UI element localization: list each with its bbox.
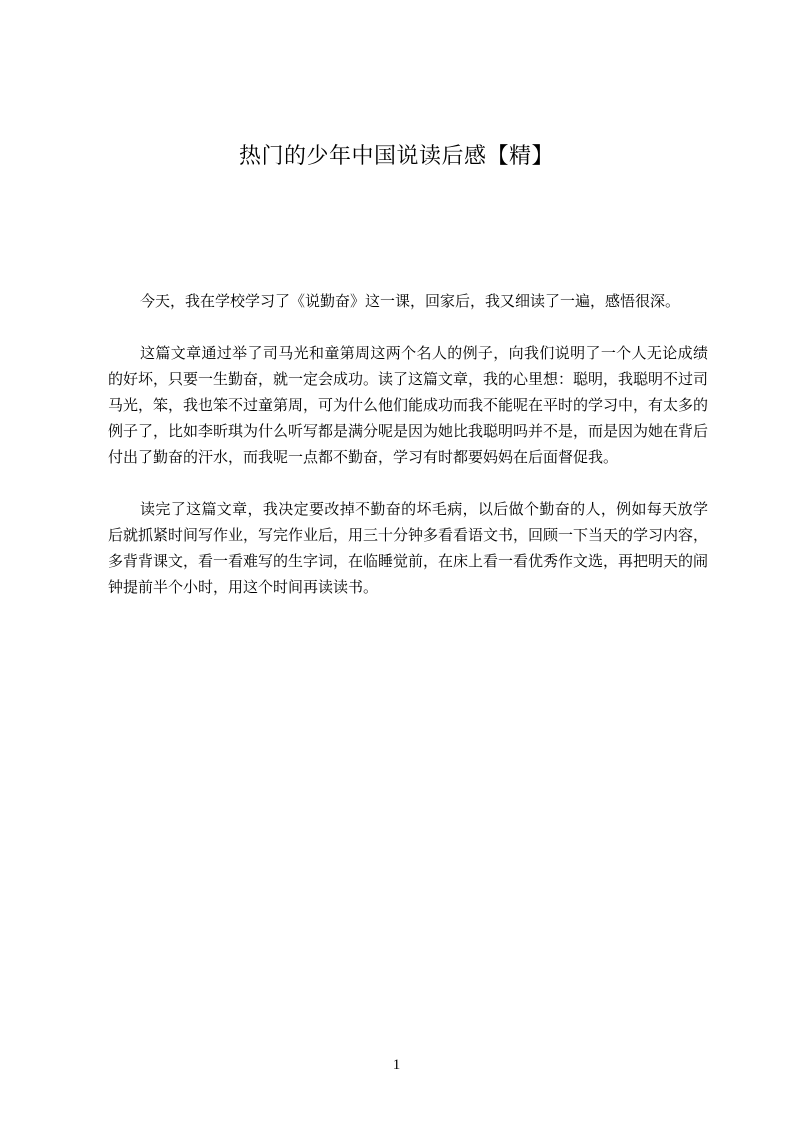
page-number: 1 (392, 1057, 401, 1073)
paragraph-3: 读完了这篇文章，我决定要改掉不勤奋的坏毛病，以后做个勤奋的人，例如每天放学后就抓紧时间写作业，写完作业后，用三十分钟多看看语文书，回顾一下当天的学习内容，多背背课文，看一看难写的生字词，在临睡觉前，在床上看一看优秀作文选，再把明天的闹钟提前半个小时，用这个时间再读读书。 (108, 500, 709, 596)
paragraph-2: 这篇文章通过举了司马光和童第周这两个名人的例子，向我们说明了一个人无论成绩的好坏，只要一生勤奋，就一定会成功。读了这篇文章，我的心里想：聪明，我聪明不过司马光，笨，我也笨不过童第周，可为什么他们能成功而我不能呢在平时的学习中，有太多的例子了，比如李昕琪为什么听写都是满分呢是因为她比我聪明吗并不是，而是因为她在背后付出了勤奋的汗水，而我呢一点都不勤奋，学习有时都要妈妈在后面督促我。 (108, 344, 709, 466)
paragraph-1: 今天，我在学校学习了《说勤奋》这一课，回家后，我又细读了一遍，感悟很深。 (140, 292, 681, 310)
document-body (108, 288, 708, 626)
document-title: 热门的少年中国说读后感【精】 (238, 144, 554, 169)
